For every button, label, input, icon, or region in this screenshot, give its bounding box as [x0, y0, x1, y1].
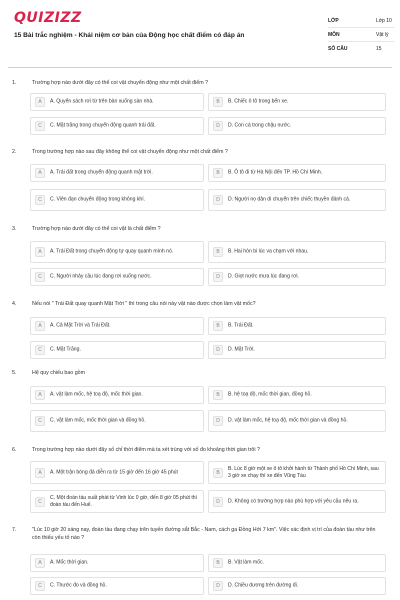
option-text: A. Cả Mặt Trời và Trái Đất.	[50, 322, 111, 329]
option-b[interactable]	[208, 164, 386, 182]
meta-value: Lớp 10	[376, 18, 392, 24]
question-number: 7.	[12, 527, 17, 533]
option-text: C. Viên đạn chuyển động trong không khí.	[50, 196, 146, 203]
option-letter: C	[35, 195, 45, 205]
question-number: 2.	[12, 149, 17, 155]
option-letter: D	[213, 121, 223, 131]
option-letter: D	[213, 345, 223, 355]
option-b[interactable]	[208, 317, 386, 335]
option-letter: B	[213, 247, 223, 257]
meta-row-count	[328, 42, 394, 56]
meta-value: 15	[376, 46, 382, 52]
option-text: B. Ô tô đi từ Hà Nội đến TP. Hồ Chí Minh.	[228, 169, 323, 176]
option-letter: B	[213, 468, 223, 478]
meta-label: LỚP	[328, 18, 339, 24]
option-letter: C	[35, 497, 45, 507]
option-text: B. Chiếc ô tô trong bến xe.	[228, 98, 289, 105]
meta-label: MÔN	[328, 32, 340, 38]
question-text: Trường hợp nào dưới đây có thể coi vật chuyển động như một chất điểm ?	[32, 80, 209, 86]
option-c[interactable]	[30, 341, 204, 359]
option-c[interactable]	[30, 577, 204, 595]
option-letter: A	[35, 168, 45, 178]
option-d[interactable]	[208, 341, 386, 359]
meta-info-box	[328, 14, 394, 56]
question-number: 1.	[12, 80, 17, 86]
option-c[interactable]	[30, 189, 204, 211]
option-a[interactable]	[30, 241, 204, 263]
option-d[interactable]	[208, 577, 386, 595]
quizizz-logo: QUIZIZZ	[14, 10, 82, 26]
option-text: D. Giọt nước mưa lúc đang rơi.	[228, 273, 299, 280]
option-d[interactable]	[208, 189, 386, 211]
option-text: D. Chiều dương trên đường đi.	[228, 582, 299, 589]
option-text: C. Mặt Trăng.	[50, 346, 81, 353]
option-letter: B	[213, 321, 223, 331]
option-text: C. vật làm mốc, mốc thời gian và đồng hồ.	[50, 417, 146, 424]
option-letter: B	[213, 558, 223, 568]
option-letter: A	[35, 321, 45, 331]
option-letter: B	[213, 168, 223, 178]
option-letter: D	[213, 416, 223, 426]
option-text: C. Thước đo và đồng hồ.	[50, 582, 107, 589]
option-a[interactable]	[30, 386, 204, 404]
option-text: A. Một trận bóng đá diễn ra từ 15 giờ đến 16 giờ 45 phút	[50, 468, 178, 475]
option-text: D. vật làm mốc, hệ toạ độ, mốc thời gian và đồng hồ.	[228, 417, 348, 424]
option-d[interactable]	[208, 268, 386, 286]
option-b[interactable]	[208, 461, 386, 484]
option-b[interactable]	[208, 241, 386, 263]
question-number: 3.	[12, 226, 17, 232]
option-text: A. Trái đất trong chuyển động quanh mặt trời.	[50, 169, 153, 176]
question-text: Trường hợp nào dưới đây có thể coi vật là chất điểm ?	[32, 226, 161, 232]
meta-row-class	[328, 14, 394, 28]
question-text: "Lúc 10 giờ 20 sáng nay, đoàn tàu đang chạy trên tuyến đường sắt Bắc - Nam, cách ga Đồng Hới 7 km". Việc xác định vị trí của đoàn tàu như trên còn thiếu yếu tố nào ?	[32, 527, 376, 541]
option-letter: A	[35, 390, 45, 400]
option-letter: D	[213, 195, 223, 205]
option-a[interactable]	[30, 461, 204, 484]
option-letter: A	[35, 247, 45, 257]
question-text: Trong trường hợp nào dưới đây số chỉ thời điểm mà ta xét trùng với số đo khoảng thời gian trôi ?	[32, 447, 260, 453]
question-text: Nếu nói " Trái Đất quay quanh Mặt Trời " thì trong câu nói này vật nào được chọn làm vật mốc?	[32, 301, 256, 307]
option-text: D. Không có trường hợp nào phù hợp với yêu cầu nêu ra.	[228, 497, 359, 504]
option-letter: D	[213, 581, 223, 591]
question-text: Hệ quy chiếu bao gồm	[32, 370, 86, 376]
option-text: D. Người nọ dân di chuyển trên chiếc thuyền đánh cá.	[228, 196, 351, 203]
option-a[interactable]	[30, 317, 204, 335]
question-number: 5.	[12, 370, 17, 376]
meta-row-subject	[328, 28, 394, 42]
document-header	[10, 8, 392, 64]
option-text: C. Người nhảy cầu lúc đang rơi xuống nước.	[50, 273, 152, 280]
option-c[interactable]	[30, 490, 204, 513]
option-d[interactable]	[208, 117, 386, 135]
option-letter: A	[35, 97, 45, 107]
option-text: B. hệ toạ độ, mốc thời gian, đồng hồ.	[228, 391, 312, 398]
option-letter: C	[35, 416, 45, 426]
option-text: B. Vật làm mốc.	[228, 559, 264, 566]
meta-value: Vật lý	[376, 32, 389, 38]
option-letter: B	[213, 390, 223, 400]
option-b[interactable]	[208, 386, 386, 404]
option-text: A. Quyển sách rơi từ trên bàn xuống sàn nhà.	[50, 98, 154, 105]
option-letter: B	[213, 97, 223, 107]
option-c[interactable]	[30, 410, 204, 432]
question-number: 4.	[12, 301, 17, 307]
meta-label: SỐ CÂU	[328, 46, 348, 52]
option-letter: A	[35, 468, 45, 478]
header-divider	[8, 67, 392, 68]
option-letter: C	[35, 345, 45, 355]
option-text: A. Mốc thời gian.	[50, 559, 89, 566]
option-text: D. Mặt Trời.	[228, 346, 255, 353]
option-text: B. Hai hòn bi lúc va chạm với nhau.	[228, 248, 309, 255]
option-letter: A	[35, 558, 45, 568]
question-text: Trong trường hợp nào sau đây không thể coi vật chuyển động như một chất điểm ?	[32, 149, 228, 155]
option-text: C. Mặt trăng trong chuyển động quanh trái đất.	[50, 122, 156, 129]
option-text: A. Trái Đất trong chuyển động tự quay quanh mình nó.	[50, 248, 174, 255]
option-text: B. Trái Đất.	[228, 322, 254, 329]
option-letter: C	[35, 121, 45, 131]
option-text: B. Lúc 8 giờ một xe ô tô khởi hành từ Thành phố Hồ Chí Minh, sau 3 giờ xe chạy thì xe đến Vũng Tàu	[228, 465, 379, 479]
option-a[interactable]	[30, 93, 204, 111]
option-d[interactable]	[208, 410, 386, 432]
document-title: 15 Bài trắc nghiệm - Khái niệm cơ bản của Động học chất điểm có đáp án	[14, 32, 245, 39]
option-letter: D	[213, 497, 223, 507]
question-number: 6.	[12, 447, 17, 453]
option-d[interactable]	[208, 490, 386, 513]
option-text: A. vật làm mốc, hệ toạ độ, mốc thời gian.	[50, 391, 143, 398]
option-letter: C	[35, 272, 45, 282]
option-a[interactable]	[30, 554, 204, 572]
option-letter: D	[213, 272, 223, 282]
option-b[interactable]	[208, 93, 386, 111]
option-c[interactable]	[30, 117, 204, 135]
option-letter: C	[35, 581, 45, 591]
option-text: D. Con cá trong chậu nước.	[228, 122, 292, 129]
option-c[interactable]	[30, 268, 204, 286]
option-text: C. Một đoàn tàu xuất phát từ Vinh lúc 0 giờ, đến 8 giờ 05 phút thì đoàn tàu đến Huế.	[50, 494, 198, 508]
option-b[interactable]	[208, 554, 386, 572]
option-a[interactable]	[30, 164, 204, 182]
